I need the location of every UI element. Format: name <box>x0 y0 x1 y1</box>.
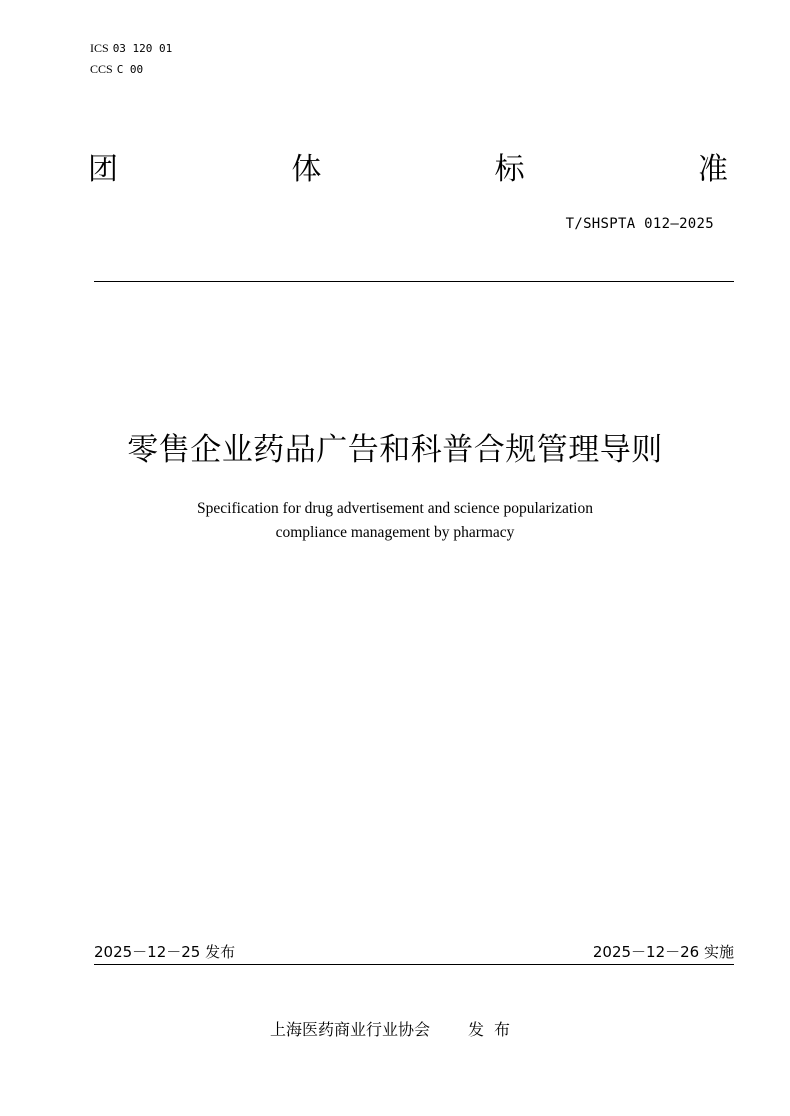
ics-label: ICS <box>90 41 109 55</box>
top-divider <box>94 281 734 282</box>
release-date: 2025－12－25 发布 <box>94 943 236 961</box>
standard-type-char: 体 <box>291 152 322 187</box>
title-english-line: compliance management by pharmacy <box>275 524 515 541</box>
ccs-code-row <box>90 59 172 80</box>
ccs-label: CCS <box>90 62 113 76</box>
ccs-value: C 00 <box>116 63 144 76</box>
title-english-line: Specification for drug advertisement and science popularization <box>197 500 593 517</box>
ics-code-row <box>90 38 172 59</box>
standard-type-char: 团 <box>88 152 118 187</box>
bottom-divider <box>94 964 734 965</box>
standard-type-heading <box>88 150 728 190</box>
classification-codes <box>90 38 172 80</box>
title-english <box>0 497 790 545</box>
implementation-date: 2025－12－26 实施 <box>592 943 734 961</box>
standard-number: T/SHSPTA 012—2025 <box>565 216 714 232</box>
publish-action: 发布 <box>468 1020 521 1039</box>
standard-type-char: 准 <box>697 152 728 187</box>
publisher-line <box>0 1019 790 1041</box>
standard-type-char: 标 <box>494 152 525 187</box>
publisher-name: 上海医药商业行业协会 <box>269 1020 430 1039</box>
ics-value: 03 120 01 <box>112 42 173 55</box>
title-chinese: 零售企业药品广告和科普合规管理导则 <box>127 432 663 468</box>
